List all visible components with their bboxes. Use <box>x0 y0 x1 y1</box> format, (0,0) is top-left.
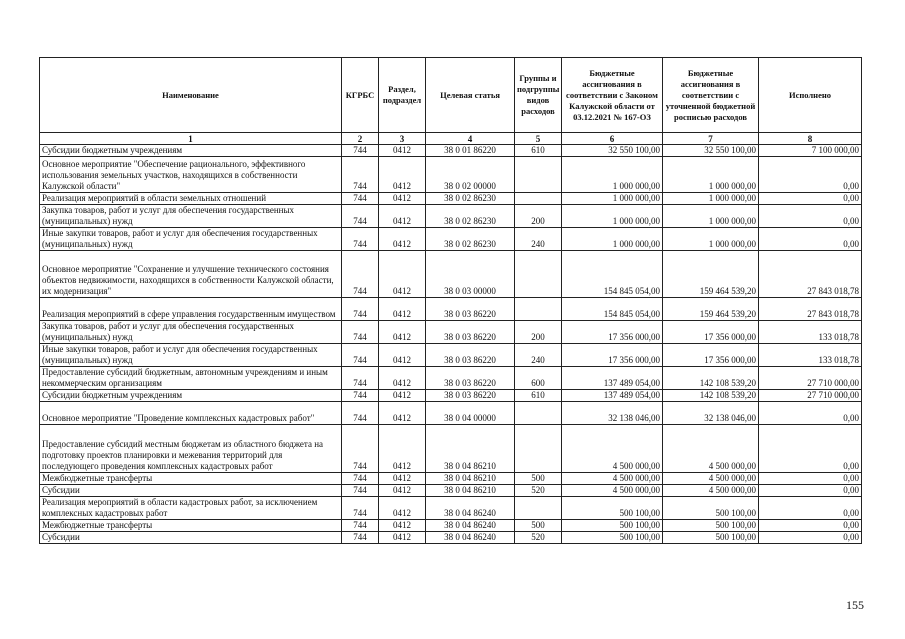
row-target-cell: 38 0 04 86210 <box>426 485 515 497</box>
row-executed-amount-cell: 0,00 <box>759 485 862 497</box>
row-section-cell: 0412 <box>379 321 426 344</box>
row-group-cell: 610 <box>515 390 562 402</box>
row-name-cell: Субсидии бюджетным учреждениям <box>40 145 342 157</box>
table-row <box>40 298 862 321</box>
row-law-amount-cell: 32 550 100,00 <box>562 145 663 157</box>
row-refined-amount-cell: 32 550 100,00 <box>663 145 759 157</box>
row-group-cell: 600 <box>515 367 562 390</box>
row-kgrbs-cell: 744 <box>342 390 379 402</box>
row-section-cell: 0412 <box>379 193 426 205</box>
row-executed-amount-cell: 7 100 000,00 <box>759 145 862 157</box>
row-law-amount-cell: 500 100,00 <box>562 532 663 544</box>
column-number: 1 <box>40 133 342 145</box>
row-section-cell: 0412 <box>379 485 426 497</box>
row-section-cell: 0412 <box>379 425 426 473</box>
column-number: 3 <box>379 133 426 145</box>
row-group-cell: 240 <box>515 228 562 251</box>
row-kgrbs-cell: 744 <box>342 425 379 473</box>
row-law-amount-cell: 137 489 054,00 <box>562 367 663 390</box>
row-kgrbs-cell: 744 <box>342 532 379 544</box>
row-name-cell: Предоставление субсидий бюджетным, автономным учреждениям и иным некоммерческим организациям <box>40 367 342 390</box>
row-law-amount-cell: 17 356 000,00 <box>562 344 663 367</box>
row-name-cell: Межбюджетные трансферты <box>40 473 342 485</box>
table-row <box>40 473 862 485</box>
header-name: Наименование <box>40 58 342 133</box>
row-law-amount-cell: 500 100,00 <box>562 497 663 520</box>
row-law-amount-cell: 1 000 000,00 <box>562 228 663 251</box>
row-law-amount-cell: 154 845 054,00 <box>562 298 663 321</box>
header-target: Целевая статья <box>426 58 515 133</box>
row-group-cell <box>515 157 562 193</box>
row-target-cell: 38 0 02 00000 <box>426 157 515 193</box>
header-executed: Исполнено <box>759 58 862 133</box>
row-name-cell: Основное мероприятие "Сохранение и улучшение технического состояния объектов недвижимости, находящихся в собственности Калужской области, их модернизация" <box>40 251 342 298</box>
row-executed-amount-cell: 133 018,78 <box>759 321 862 344</box>
row-law-amount-cell: 154 845 054,00 <box>562 251 663 298</box>
row-executed-amount-cell: 27 843 018,78 <box>759 251 862 298</box>
row-law-amount-cell: 4 500 000,00 <box>562 425 663 473</box>
column-number: 7 <box>663 133 759 145</box>
table-row <box>40 157 862 193</box>
table-row <box>40 532 862 544</box>
row-law-amount-cell: 4 500 000,00 <box>562 473 663 485</box>
row-target-cell: 38 0 04 86240 <box>426 532 515 544</box>
row-name-cell: Закупка товаров, работ и услуг для обеспечения государственных (муниципальных) нужд <box>40 321 342 344</box>
row-refined-amount-cell: 17 356 000,00 <box>663 344 759 367</box>
row-target-cell: 38 0 02 86230 <box>426 205 515 228</box>
row-target-cell: 38 0 03 86220 <box>426 298 515 321</box>
table-row <box>40 390 862 402</box>
header-kgrbs: КГРБС <box>342 58 379 133</box>
row-name-cell: Основное мероприятие "Проведение комплексных кадастровых работ" <box>40 402 342 425</box>
row-refined-amount-cell: 142 108 539,20 <box>663 367 759 390</box>
header-group: Группы и подгруппы видов расходов <box>515 58 562 133</box>
row-target-cell: 38 0 03 86220 <box>426 390 515 402</box>
budget-table <box>39 57 862 544</box>
row-executed-amount-cell: 0,00 <box>759 205 862 228</box>
row-section-cell: 0412 <box>379 344 426 367</box>
row-name-cell: Реализация мероприятий в области кадастровых работ, за исключением комплексных кадастровых работ <box>40 497 342 520</box>
row-executed-amount-cell: 0,00 <box>759 228 862 251</box>
row-refined-amount-cell: 17 356 000,00 <box>663 321 759 344</box>
row-target-cell: 38 0 03 86220 <box>426 367 515 390</box>
row-group-cell <box>515 193 562 205</box>
row-group-cell <box>515 497 562 520</box>
header-row <box>40 58 862 133</box>
table-row <box>40 145 862 157</box>
table-row <box>40 344 862 367</box>
row-law-amount-cell: 500 100,00 <box>562 520 663 532</box>
row-executed-amount-cell: 0,00 <box>759 425 862 473</box>
header-section: Раздел, подраздел <box>379 58 426 133</box>
row-target-cell: 38 0 03 00000 <box>426 251 515 298</box>
row-refined-amount-cell: 142 108 539,20 <box>663 390 759 402</box>
header-law-allocations: Бюджетные ассигнования в соответствии с Законом Калужской области от 03.12.2021 № 167-ОЗ <box>562 58 663 133</box>
row-target-cell: 38 0 04 86240 <box>426 497 515 520</box>
row-section-cell: 0412 <box>379 532 426 544</box>
row-kgrbs-cell: 744 <box>342 473 379 485</box>
row-target-cell: 38 0 04 86240 <box>426 520 515 532</box>
table-row <box>40 321 862 344</box>
row-executed-amount-cell: 0,00 <box>759 520 862 532</box>
row-section-cell: 0412 <box>379 228 426 251</box>
row-section-cell: 0412 <box>379 402 426 425</box>
row-group-cell <box>515 402 562 425</box>
row-target-cell: 38 0 02 86230 <box>426 193 515 205</box>
row-target-cell: 38 0 03 86220 <box>426 344 515 367</box>
table-body <box>40 145 862 544</box>
table-row <box>40 367 862 390</box>
row-kgrbs-cell: 744 <box>342 251 379 298</box>
row-group-cell <box>515 425 562 473</box>
row-law-amount-cell: 1 000 000,00 <box>562 205 663 228</box>
column-number: 6 <box>562 133 663 145</box>
row-refined-amount-cell: 4 500 000,00 <box>663 425 759 473</box>
row-law-amount-cell: 4 500 000,00 <box>562 485 663 497</box>
row-kgrbs-cell: 744 <box>342 402 379 425</box>
row-group-cell <box>515 251 562 298</box>
row-group-cell: 520 <box>515 485 562 497</box>
column-number: 2 <box>342 133 379 145</box>
row-name-cell: Межбюджетные трансферты <box>40 520 342 532</box>
row-target-cell: 38 0 02 86230 <box>426 228 515 251</box>
row-kgrbs-cell: 744 <box>342 205 379 228</box>
row-refined-amount-cell: 1 000 000,00 <box>663 205 759 228</box>
row-group-cell: 500 <box>515 520 562 532</box>
row-law-amount-cell: 1 000 000,00 <box>562 193 663 205</box>
header-refined-allocations: Бюджетные ассигнования в соответствии с уточненной бюджетной росписью расходов <box>663 58 759 133</box>
column-number: 5 <box>515 133 562 145</box>
row-group-cell: 520 <box>515 532 562 544</box>
row-kgrbs-cell: 744 <box>342 228 379 251</box>
row-refined-amount-cell: 500 100,00 <box>663 532 759 544</box>
row-section-cell: 0412 <box>379 473 426 485</box>
table-row <box>40 205 862 228</box>
row-refined-amount-cell: 4 500 000,00 <box>663 473 759 485</box>
table-row <box>40 425 862 473</box>
row-target-cell: 38 0 03 86220 <box>426 321 515 344</box>
row-refined-amount-cell: 159 464 539,20 <box>663 298 759 321</box>
row-executed-amount-cell: 27 843 018,78 <box>759 298 862 321</box>
row-target-cell: 38 0 01 86220 <box>426 145 515 157</box>
row-kgrbs-cell: 744 <box>342 193 379 205</box>
row-refined-amount-cell: 500 100,00 <box>663 520 759 532</box>
row-kgrbs-cell: 744 <box>342 321 379 344</box>
row-name-cell: Субсидии <box>40 485 342 497</box>
row-target-cell: 38 0 04 86210 <box>426 473 515 485</box>
row-law-amount-cell: 17 356 000,00 <box>562 321 663 344</box>
row-refined-amount-cell: 159 464 539,20 <box>663 251 759 298</box>
row-group-cell: 240 <box>515 344 562 367</box>
row-kgrbs-cell: 744 <box>342 145 379 157</box>
row-section-cell: 0412 <box>379 157 426 193</box>
row-kgrbs-cell: 744 <box>342 367 379 390</box>
row-kgrbs-cell: 744 <box>342 298 379 321</box>
row-name-cell: Реализация мероприятий в области земельных отношений <box>40 193 342 205</box>
row-executed-amount-cell: 133 018,78 <box>759 344 862 367</box>
row-executed-amount-cell: 0,00 <box>759 473 862 485</box>
row-kgrbs-cell: 744 <box>342 157 379 193</box>
row-group-cell <box>515 298 562 321</box>
page-number: 155 <box>846 598 864 612</box>
table-row <box>40 193 862 205</box>
row-section-cell: 0412 <box>379 520 426 532</box>
column-number: 8 <box>759 133 862 145</box>
row-executed-amount-cell: 0,00 <box>759 402 862 425</box>
row-kgrbs-cell: 744 <box>342 344 379 367</box>
table-row <box>40 520 862 532</box>
column-number: 4 <box>426 133 515 145</box>
row-executed-amount-cell: 0,00 <box>759 157 862 193</box>
row-name-cell: Иные закупки товаров, работ и услуг для обеспечения государственных (муниципальных) нужд <box>40 344 342 367</box>
row-name-cell: Субсидии <box>40 532 342 544</box>
table-row <box>40 251 862 298</box>
row-target-cell: 38 0 04 86210 <box>426 425 515 473</box>
column-number-row <box>40 133 862 145</box>
row-refined-amount-cell: 32 138 046,00 <box>663 402 759 425</box>
row-refined-amount-cell: 500 100,00 <box>663 497 759 520</box>
row-kgrbs-cell: 744 <box>342 497 379 520</box>
row-section-cell: 0412 <box>379 145 426 157</box>
row-section-cell: 0412 <box>379 367 426 390</box>
row-section-cell: 0412 <box>379 497 426 520</box>
row-executed-amount-cell: 27 710 000,00 <box>759 390 862 402</box>
row-name-cell: Основное мероприятие "Обеспечение рационального, эффективного использования земельных участков, находящихся в собственности Калужской области" <box>40 157 342 193</box>
table-row <box>40 485 862 497</box>
row-name-cell: Иные закупки товаров, работ и услуг для обеспечения государственных (муниципальных) нужд <box>40 228 342 251</box>
row-group-cell: 500 <box>515 473 562 485</box>
table-row <box>40 497 862 520</box>
row-refined-amount-cell: 1 000 000,00 <box>663 193 759 205</box>
row-section-cell: 0412 <box>379 298 426 321</box>
row-kgrbs-cell: 744 <box>342 520 379 532</box>
row-name-cell: Предоставление субсидий местным бюджетам из областного бюджета на подготовку проектов планировки и межевания территорий для последующего проведения комплексных кадастровых работ <box>40 425 342 473</box>
row-section-cell: 0412 <box>379 251 426 298</box>
row-executed-amount-cell: 0,00 <box>759 497 862 520</box>
table-row <box>40 228 862 251</box>
table-row <box>40 402 862 425</box>
row-name-cell: Реализация мероприятий в сфере управления государственным имуществом <box>40 298 342 321</box>
row-group-cell: 200 <box>515 321 562 344</box>
row-law-amount-cell: 32 138 046,00 <box>562 402 663 425</box>
row-executed-amount-cell: 27 710 000,00 <box>759 367 862 390</box>
row-refined-amount-cell: 1 000 000,00 <box>663 157 759 193</box>
row-refined-amount-cell: 1 000 000,00 <box>663 228 759 251</box>
row-section-cell: 0412 <box>379 390 426 402</box>
row-target-cell: 38 0 04 00000 <box>426 402 515 425</box>
row-executed-amount-cell: 0,00 <box>759 532 862 544</box>
row-executed-amount-cell: 0,00 <box>759 193 862 205</box>
row-name-cell: Субсидии бюджетным учреждениям <box>40 390 342 402</box>
row-refined-amount-cell: 4 500 000,00 <box>663 485 759 497</box>
row-kgrbs-cell: 744 <box>342 485 379 497</box>
row-law-amount-cell: 1 000 000,00 <box>562 157 663 193</box>
row-law-amount-cell: 137 489 054,00 <box>562 390 663 402</box>
row-name-cell: Закупка товаров, работ и услуг для обеспечения государственных (муниципальных) нужд <box>40 205 342 228</box>
row-section-cell: 0412 <box>379 205 426 228</box>
row-group-cell: 200 <box>515 205 562 228</box>
row-group-cell: 610 <box>515 145 562 157</box>
